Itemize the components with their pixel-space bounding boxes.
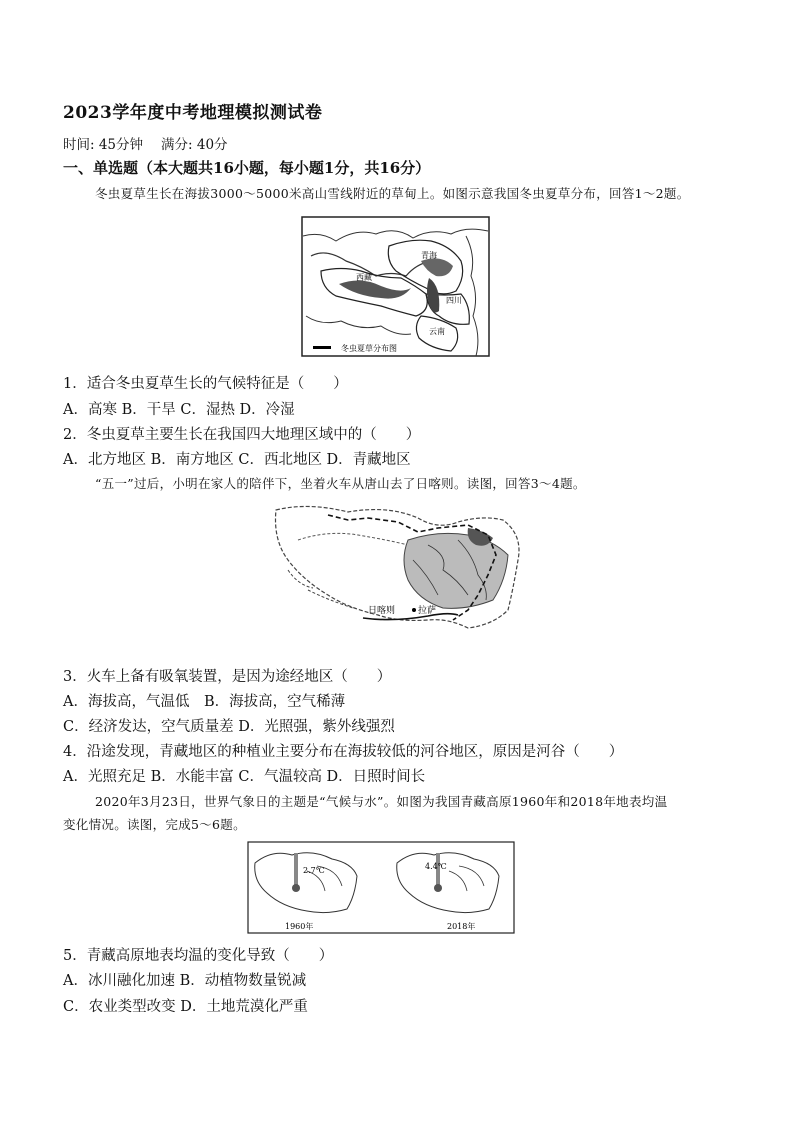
map1-label-xizang: 西藏 [356, 273, 372, 282]
exam-score: 满分: 40分 [161, 137, 228, 153]
q4-stem: 4．沿途发现，青藏地区的种植业主要分布在海拔较低的河谷地区，原因是河谷（ ） [63, 744, 624, 760]
map1-label-yunnan: 云南 [429, 327, 445, 336]
q3-stem: 3．火车上备有吸氧装置，是因为途经地区（ ） [63, 669, 392, 685]
intro-q3-4: “五一”过后，小明在家人的陪伴下，坐着火车从唐山去了日喀则。读图，回答3～4题。 [95, 476, 586, 491]
temperature-comparison-figure [247, 841, 515, 934]
year-1960: 1960年 [285, 922, 314, 931]
thermometer-1960 [294, 853, 298, 885]
q1-options: A．高寒 B．干旱 C．湿热 D．冷湿 [63, 402, 295, 418]
year-2018: 2018年 [447, 922, 476, 931]
map1-scale-bar [313, 346, 331, 349]
map1-caption: 冬虫夏草分布图 [341, 344, 397, 353]
intro-q5-6-line1: 2020年3月23日，世界气象日的主题是“气候与水”。如图为我国青藏高原1960年和2018年地表均温 [95, 794, 668, 809]
q5-options-cd: C．农业类型改变 D．土地荒漠化严重 [63, 999, 308, 1015]
intro-q5-6-line2: 变化情况。读图，完成5～6题。 [63, 817, 246, 832]
q2-stem: 2．冬虫夏草主要生长在我国四大地理区域中的（ ） [63, 427, 421, 443]
cordyceps-map [301, 216, 490, 357]
q3-options-cd: C．经济发达，空气质量差 D．光照强，紫外线强烈 [63, 719, 395, 735]
exam-time: 时间: 45分钟 [63, 137, 144, 153]
q5-stem: 5．青藏高原地表均温的变化导致（ ） [63, 948, 334, 964]
q4-options: A．光照充足 B．水能丰富 C．气温较高 D．日照时间长 [63, 769, 426, 785]
exam-meta [63, 133, 228, 153]
map2-label-lhasa: 拉萨 [418, 606, 437, 616]
q5-options-ab: A．冰川融化加速 B．动植物数量锐减 [63, 973, 307, 989]
intro-q1-2: 冬虫夏草生长在海拔3000～5000米高山雪线附近的草甸上。如图示意我国冬虫夏草分布，回答1～2题。 [95, 186, 690, 201]
page-title: 2023学年度中考地理模拟测试卷 [63, 103, 323, 123]
temp-1960: 2.7℃ [303, 866, 325, 875]
q2-options: A．北方地区 B．南方地区 C．西北地区 D．青藏地区 [63, 452, 411, 468]
map2-label-shigatse: 日喀则 [368, 606, 396, 616]
q1-stem: 1．适合冬虫夏草生长的气候特征是（ ） [63, 376, 348, 392]
section-heading: 一、单选题（本大题共16小题，每小题1分，共16分） [63, 159, 431, 177]
q3-options-ab: A．海拔高，气温低 B．海拔高，空气稀薄 [63, 694, 346, 710]
plateau-railway-map [268, 500, 526, 640]
map1-label-sichuan: 四川 [446, 296, 462, 305]
temp-2018: 4.4℃ [425, 862, 447, 871]
map1-label-qinghai: 青海 [421, 251, 437, 260]
